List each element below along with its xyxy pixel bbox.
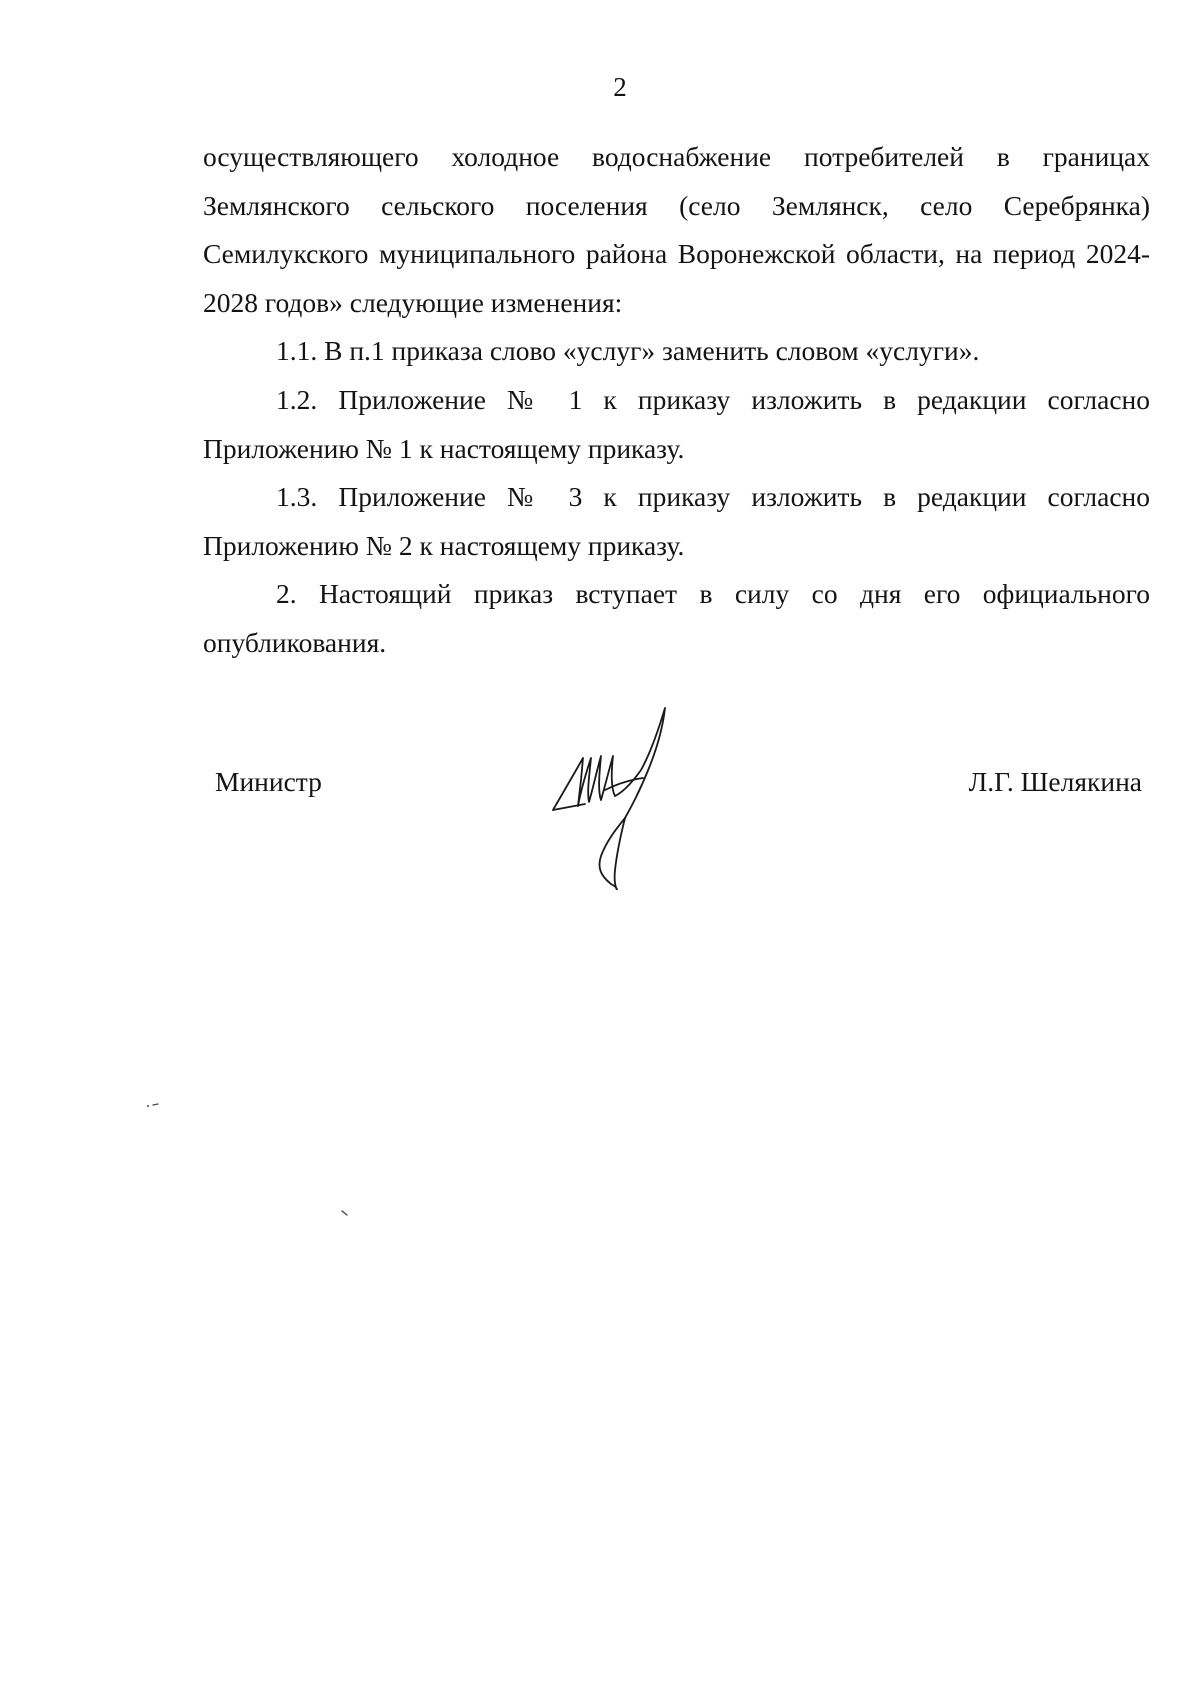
paragraph-item-1-1: 1.1. В п.1 приказа слово «услуг» заменить словом «услуги». bbox=[276, 335, 980, 367]
paragraph-item-1-3: 1.3. Приложение № 3 к приказу изложить в редакции согласно Приложению № 2 к настоящему приказу. bbox=[203, 481, 1150, 561]
paragraph-continuation: осуществляющего холодное водоснабжение потребителей в границах Землянского сельского поселения (село Землянск, село Серебрянка) Семилукского муниципального района Воронежской области, на период 2024-2028 годов» следующие изменения: bbox=[203, 141, 1150, 318]
paragraph-item-2: 2. Настоящий приказ вступает в силу со дня его официального опубликования. bbox=[203, 578, 1150, 658]
signature-block bbox=[0, 690, 1200, 890]
scan-speck-icon bbox=[340, 1208, 354, 1218]
document-body bbox=[203, 133, 1150, 668]
signatory-position: Министр bbox=[215, 766, 322, 797]
signatory-name: Л.Г. Шелякина bbox=[968, 766, 1142, 797]
paragraph-item-1-2: 1.2. Приложение № 1 к приказу изложить в редакции согласно Приложению № 1 к настоящему приказу. bbox=[203, 383, 1150, 464]
page-number: 2 bbox=[613, 72, 627, 102]
scan-speck-icon bbox=[145, 1100, 165, 1110]
handwritten-signature-icon bbox=[545, 700, 705, 890]
